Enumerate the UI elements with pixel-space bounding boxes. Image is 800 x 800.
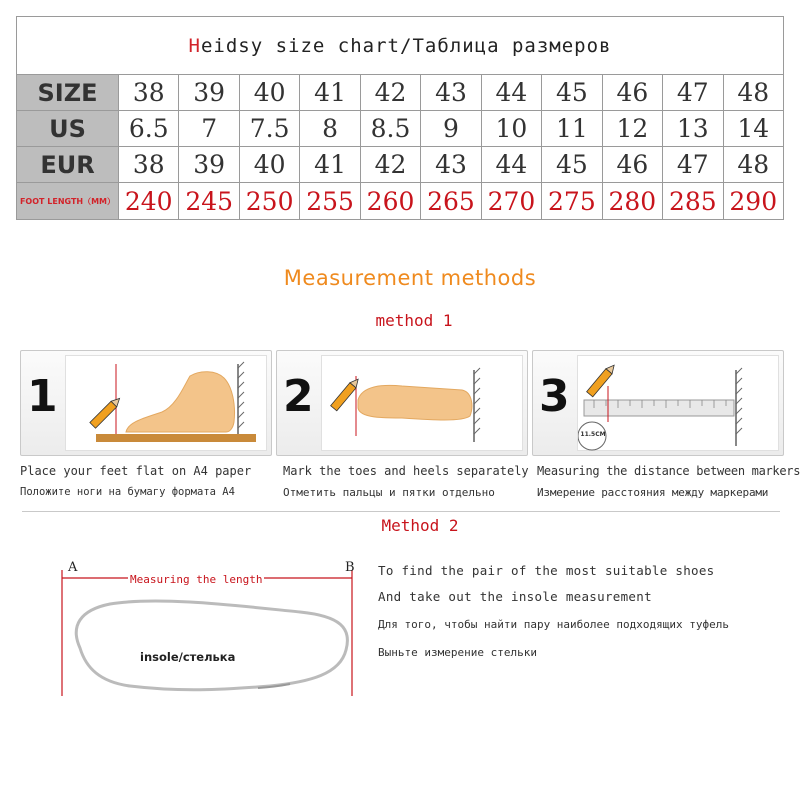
table-cell: 42 <box>361 147 421 182</box>
table-cell: 12 <box>603 111 663 146</box>
section-divider <box>22 511 780 512</box>
foot-on-paper-illustration <box>66 356 268 452</box>
table-cell: 240 <box>119 183 179 219</box>
table-cell: 250 <box>240 183 300 219</box>
table-cell: 45 <box>542 147 602 182</box>
table-cell: 285 <box>663 183 723 219</box>
row-label-us: US <box>17 111 119 146</box>
row-label-foot-length: FOOT LENGTH（MM） <box>17 183 119 219</box>
table-cell: 10 <box>482 111 542 146</box>
ruler-reading: 11.5CM <box>580 431 606 438</box>
table-cell: 7.5 <box>240 111 300 146</box>
table-cell: 270 <box>482 183 542 219</box>
eur-row <box>17 147 783 183</box>
table-cell: 8.5 <box>361 111 421 146</box>
point-a-label: A <box>68 560 78 575</box>
method-1-heading: method 1 <box>375 311 453 330</box>
table-cell: 45 <box>542 75 602 110</box>
step-1-panel <box>20 350 272 456</box>
step-3-illustration <box>577 355 779 451</box>
table-cell: 13 <box>663 111 723 146</box>
table-cell: 245 <box>179 183 239 219</box>
ruler-measuring-illustration <box>578 356 780 452</box>
table-cell: 255 <box>300 183 360 219</box>
measuring-length-label: Measuring the length <box>130 573 263 586</box>
table-cell: 48 <box>737 150 770 179</box>
table-cell: 8 <box>300 111 360 146</box>
us-row <box>17 111 783 147</box>
table-cell: 9 <box>421 111 481 146</box>
pencil-icon <box>587 363 618 397</box>
table-cell: 41 <box>300 147 360 182</box>
pencil-icon <box>331 377 362 411</box>
pencil-icon <box>90 396 123 429</box>
step-2-caption-en: Mark the toes and heels separately <box>283 464 529 478</box>
table-cell: 43 <box>421 75 481 110</box>
table-cell: 14 <box>737 114 770 143</box>
table-cell: 38 <box>119 147 179 182</box>
table-cell: 275 <box>542 183 602 219</box>
row-label-size: SIZE <box>17 75 119 110</box>
size-chart-table <box>16 16 784 220</box>
brand-initial: H <box>188 35 201 57</box>
step-number: 3 <box>539 371 570 422</box>
table-cell: 42 <box>361 75 421 110</box>
table-cell: 11 <box>542 111 602 146</box>
foot-length-row <box>17 183 783 219</box>
table-cell: 44 <box>482 75 542 110</box>
step-1-caption-en: Place your feet flat on A4 paper <box>20 464 252 478</box>
method-2-line: Для того, чтобы найти пару наиболее подходящих туфель <box>378 618 729 631</box>
step-1-caption-ru: Положите ноги на бумагу формата A4 <box>20 486 235 498</box>
method-2-line: And take out the insole measurement <box>378 589 652 604</box>
table-cell: 43 <box>421 147 481 182</box>
table-cell: 39 <box>179 147 239 182</box>
table-cell: 40 <box>240 75 300 110</box>
table-cell: 38 <box>119 75 179 110</box>
step-2-caption-ru: Отметить пальцы и пятки отдельно <box>283 486 495 499</box>
table-cell: 44 <box>482 147 542 182</box>
table-cell: 265 <box>421 183 481 219</box>
ruler-icon <box>584 400 734 416</box>
foot-marking-illustration <box>322 356 524 452</box>
table-cell: 47 <box>663 147 723 182</box>
table-cell: 48 <box>737 78 770 107</box>
table-cell: 47 <box>663 75 723 110</box>
step-2-illustration <box>321 355 523 451</box>
step-3-caption-en: Measuring the distance between markers <box>537 464 800 478</box>
row-label-eur: EUR <box>17 147 119 182</box>
table-cell: 39 <box>179 75 239 110</box>
table-cell: 46 <box>603 75 663 110</box>
table-cell: 290 <box>729 186 778 216</box>
size-chart-title <box>17 17 783 75</box>
method-2-line: To find the pair of the most suitable shoes <box>378 563 715 578</box>
point-b-label: B <box>345 560 355 575</box>
measurement-methods-heading: Measurement methods <box>283 266 537 290</box>
brand-name-rest: eidsy <box>200 35 264 57</box>
step-2-panel <box>276 350 528 456</box>
step-1-illustration <box>65 355 267 451</box>
table-cell: 41 <box>300 75 360 110</box>
step-number: 2 <box>283 371 314 422</box>
method-2-line: Выньте измерение стельки <box>378 646 537 659</box>
insole-label: insole/стелька <box>140 650 236 664</box>
size-chart-subtitle: size chart/Таблица размеров <box>263 35 612 57</box>
step-3-panel <box>532 350 784 456</box>
insole-diagram <box>40 556 370 706</box>
table-cell: 280 <box>603 183 663 219</box>
table-cell: 40 <box>240 147 300 182</box>
step-number: 1 <box>27 371 58 422</box>
method-2-heading: Method 2 <box>381 516 459 535</box>
table-cell: 7 <box>179 111 239 146</box>
table-cell: 46 <box>603 147 663 182</box>
table-cell: 260 <box>361 183 421 219</box>
size-row <box>17 75 783 111</box>
table-cell: 6.5 <box>119 111 179 146</box>
step-3-caption-ru: Измерение расстояния между маркерами <box>537 486 769 499</box>
